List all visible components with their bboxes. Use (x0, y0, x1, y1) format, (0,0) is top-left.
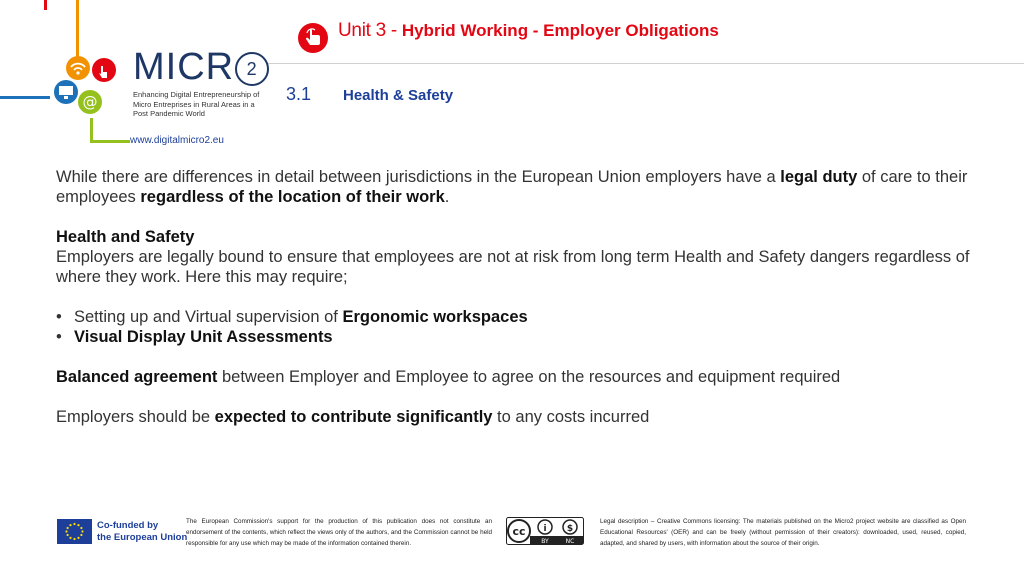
text: to any costs incurred (492, 408, 650, 426)
logo-subtitle (133, 90, 273, 119)
section-title: Health & Safety (343, 87, 454, 104)
bold-text: legal duty (780, 168, 858, 186)
svg-text:@: @ (82, 93, 98, 111)
creative-commons-badge (506, 517, 584, 545)
bold-text: expected to contribute significantly (214, 408, 493, 426)
text: While there are differences in detail between jurisdictions in the European Union employers have a (56, 168, 781, 186)
intro-paragraph (56, 167, 996, 207)
hs-paragraph: Employers are legally bound to ensure that employees are not at risk from long term Health and Safety dangers regardless of where they work. Here this may require; (56, 248, 970, 286)
text: of care to their employees (56, 168, 968, 206)
unit-label: Unit 3 - (338, 20, 402, 41)
text: Setting up and Virtual supervision of (74, 308, 343, 326)
bullet-dot: • (56, 328, 62, 346)
divider (268, 63, 1024, 64)
logo-subtitle-line: Post Pandemic World (133, 109, 205, 118)
text: . (444, 188, 450, 206)
unit-title: Hybrid Working - Employer Obligations (401, 21, 719, 40)
bold-text: Balanced agreement (56, 368, 218, 386)
text: between Employer and Employee to agree on the resources and equipment required (217, 368, 841, 386)
micro2-logo-icons (44, 46, 134, 121)
logo-name: MICR (133, 46, 235, 88)
svg-text:cc: cc (512, 525, 526, 538)
bold-text: Visual Display Unit Assessments (74, 328, 333, 346)
logo-subtitle-line: Enhancing Digital Entrepreneurship of (133, 90, 260, 99)
website-link[interactable]: www.digitalmicro2.eu (130, 135, 224, 146)
svg-text:$: $ (566, 524, 574, 534)
cc-by-label: BY (541, 538, 549, 545)
text: Employers should be (56, 408, 215, 426)
bold-text: regardless of the location of their work (140, 188, 445, 206)
list-item (56, 327, 996, 347)
eu-line: Co-funded by (97, 520, 159, 531)
logo-subtitle-line: Micro Entreprises in Rural Areas in a (133, 99, 255, 109)
list-item (56, 307, 996, 327)
costs-paragraph (56, 407, 996, 427)
page-title (338, 20, 719, 42)
disclaimer-text: The European Commission's support for the production of this publication does not constitute an endorsement of the contents, which reflect the views only of the authors, and the Commission cannot be held responsible for any use which may be made of the information contained therein. (186, 518, 492, 547)
decorative-line (44, 0, 47, 10)
svg-text:i: i (543, 524, 547, 534)
eu-line: the European Union (97, 532, 188, 543)
decorative-line (0, 96, 50, 99)
section-number: 3.1 (286, 84, 312, 104)
bullet-dot: • (56, 308, 62, 326)
hs-heading: Health and Safety (56, 228, 195, 246)
logo-superscript: 2 (235, 52, 269, 86)
main-content (56, 167, 996, 427)
eu-flag-icon (57, 519, 92, 544)
decorative-line (90, 140, 130, 143)
cc-nc-label: NC (565, 538, 575, 545)
decorative-line (90, 118, 93, 142)
legal-text: Legal description – Creative Commons licensing: The materials published on the Micro2 project website are classified as Open Educational Resources' (OER) and can be freely (without permission of their creators): downloaded, used, reused, copied, adapted, and shared by users, with information about the source of their origin. (600, 518, 966, 547)
eu-cofunded-label (97, 520, 187, 544)
logo-wordmark (133, 46, 269, 89)
bold-text: Ergonomic workspaces (342, 308, 528, 326)
touch-hand-icon (298, 23, 328, 53)
balanced-paragraph (56, 367, 996, 387)
